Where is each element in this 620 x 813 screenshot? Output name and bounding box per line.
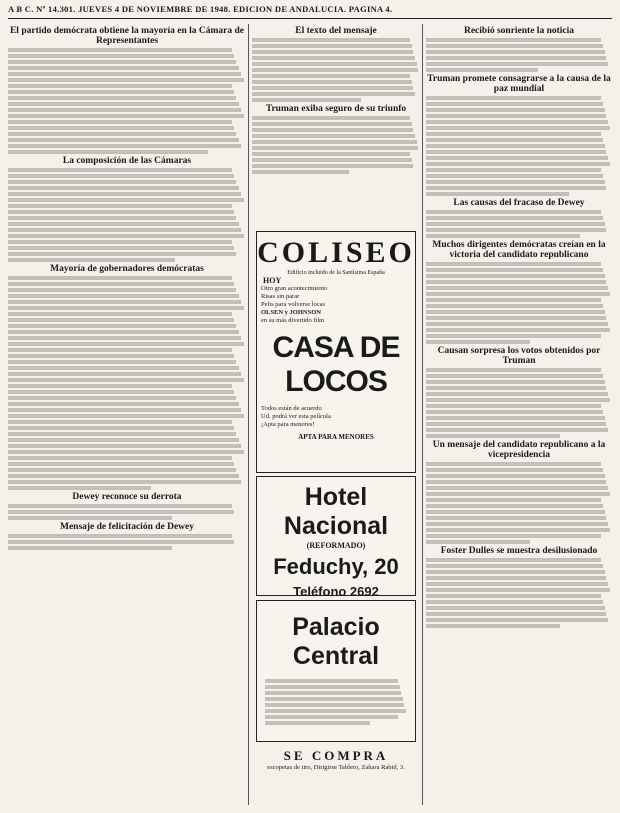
headline: El partido demócrata obtiene la mayoría en la Cámara de Representantes	[9, 26, 245, 46]
text-line	[8, 282, 234, 286]
text-line	[426, 516, 606, 520]
text-line	[426, 298, 601, 302]
text-line	[8, 168, 232, 172]
text-line	[426, 528, 610, 532]
text-line	[426, 492, 610, 496]
text-line	[8, 510, 234, 514]
text-line	[8, 462, 234, 466]
text-line	[8, 228, 241, 232]
text-line	[426, 328, 610, 332]
text-line	[8, 138, 239, 142]
text-line	[8, 540, 234, 544]
headline: Las causas del fracaso de Dewey	[453, 198, 585, 208]
text-line	[426, 120, 608, 124]
text-line	[426, 498, 601, 502]
text-line	[8, 186, 239, 190]
article-body	[8, 168, 246, 262]
headline: Foster Dulles se muestra desilusionado	[440, 546, 598, 556]
text-line	[426, 510, 605, 514]
text-line	[8, 120, 232, 124]
ad-line: Otro gran acontecimiento	[261, 285, 328, 292]
text-line	[252, 92, 415, 96]
text-line	[8, 438, 239, 442]
headline: El texto del mensaje	[295, 26, 377, 36]
text-line	[8, 96, 236, 100]
text-line	[8, 84, 232, 88]
text-line	[426, 380, 605, 384]
text-line	[252, 128, 413, 132]
text-line	[8, 192, 241, 196]
text-line	[426, 594, 601, 598]
ad-line: ¡Apta para menores!	[261, 421, 315, 428]
text-line	[8, 102, 239, 106]
text-line	[252, 152, 410, 156]
text-line	[426, 564, 603, 568]
article-body	[426, 210, 612, 238]
text-line	[8, 276, 232, 280]
hotel-note: (REFORMADO)	[306, 541, 366, 550]
text-line	[426, 138, 603, 142]
text-line	[8, 60, 236, 64]
text-line	[426, 286, 608, 290]
text-line	[426, 606, 605, 610]
text-line	[426, 96, 601, 100]
text-line	[252, 98, 361, 102]
text-line	[8, 252, 236, 256]
text-line	[265, 685, 400, 689]
text-line	[8, 330, 239, 334]
text-line	[8, 234, 244, 238]
text-line	[8, 402, 239, 406]
text-line	[426, 486, 608, 490]
text-line	[426, 334, 601, 338]
text-line	[8, 222, 239, 226]
text-line	[426, 144, 605, 148]
text-line	[252, 116, 410, 120]
headline: Truman promete consagrarse a la causa de la paz mundial	[427, 74, 611, 94]
text-line	[426, 374, 603, 378]
text-line	[426, 600, 603, 604]
text-line	[426, 234, 580, 238]
text-line	[426, 132, 601, 136]
column-divider	[422, 24, 423, 805]
text-line	[252, 86, 413, 90]
text-line	[426, 126, 610, 130]
text-line	[252, 56, 415, 60]
text-line	[265, 715, 398, 719]
ad-line: Todos están de acuerdo	[261, 405, 322, 412]
headline: Truman exiba seguro de su triunfo	[265, 104, 407, 114]
palacio-central-ad	[256, 600, 416, 742]
article-body	[252, 116, 420, 174]
column-left	[8, 24, 246, 807]
text-line	[426, 474, 605, 478]
text-line	[8, 312, 232, 316]
text-line	[426, 56, 606, 60]
text-line	[8, 198, 244, 202]
text-line	[426, 114, 606, 118]
text-line	[8, 474, 239, 478]
text-line	[8, 72, 241, 76]
text-line	[8, 456, 232, 460]
text-line	[252, 80, 412, 84]
text-line	[8, 396, 236, 400]
text-line	[8, 336, 241, 340]
text-line	[426, 44, 603, 48]
ad-line: OLSEN y JOHNSON	[261, 309, 321, 316]
article-body	[8, 534, 246, 550]
text-line	[8, 384, 232, 388]
text-line	[426, 504, 603, 508]
text-line	[426, 386, 606, 390]
text-line	[426, 210, 601, 214]
text-line	[265, 709, 406, 713]
text-line	[8, 468, 236, 472]
text-line	[8, 354, 234, 358]
text-line	[252, 146, 418, 150]
text-line	[252, 74, 410, 78]
text-line	[426, 38, 601, 42]
text-line	[252, 134, 415, 138]
text-line	[426, 280, 606, 284]
text-line	[426, 174, 603, 178]
text-line	[8, 444, 241, 448]
text-line	[426, 274, 605, 278]
text-line	[8, 300, 241, 304]
text-line	[8, 174, 234, 178]
text-line	[426, 180, 605, 184]
casa-de-locos-title: CASA DE LOCOS	[272, 331, 400, 398]
text-line	[8, 342, 244, 346]
article-body	[426, 96, 612, 196]
text-line	[8, 144, 241, 148]
text-line	[426, 322, 608, 326]
text-line	[8, 414, 244, 418]
text-line	[8, 210, 234, 214]
text-line	[8, 54, 234, 58]
text-line	[252, 140, 417, 144]
text-line	[8, 408, 241, 412]
text-line	[426, 534, 601, 538]
text-line	[252, 68, 418, 72]
article-body	[426, 462, 612, 544]
text-line	[265, 703, 404, 707]
text-line	[426, 310, 605, 314]
text-line	[252, 44, 412, 48]
text-line	[426, 216, 603, 220]
article-body	[252, 38, 420, 102]
coliseo-sub: Edificio incluido de la Santísima España	[287, 270, 385, 276]
text-line	[265, 697, 403, 701]
text-line	[426, 186, 606, 190]
text-line	[8, 366, 239, 370]
se-compra-sub: escopetas de tiro, Dirigirse Tablero, Zahara Rabid, 3.	[267, 764, 405, 771]
text-line	[426, 398, 610, 402]
article-body	[426, 262, 612, 344]
text-line	[426, 162, 610, 166]
text-line	[426, 156, 608, 160]
text-line	[8, 288, 236, 292]
text-line	[426, 416, 605, 420]
text-line	[8, 378, 244, 382]
article-body	[8, 276, 246, 490]
text-line	[8, 432, 236, 436]
headline: Dewey reconoce su derrota	[72, 492, 182, 502]
text-line	[252, 38, 410, 42]
text-line	[265, 679, 398, 683]
palacio-name: Palacio Central	[292, 613, 380, 670]
text-line	[8, 348, 232, 352]
headline: Muchos dirigentes demócratas creían en la victoria del candidato republicano	[432, 240, 606, 260]
text-line	[8, 240, 232, 244]
ad-line: Ud. podrá ver esta película	[261, 413, 331, 420]
text-line	[252, 164, 413, 168]
text-line	[8, 318, 234, 322]
text-line	[426, 292, 610, 296]
text-line	[8, 426, 234, 430]
coliseo-title: COLISEO	[257, 236, 415, 269]
headline: Mensaje de felicitación de Dewey	[59, 522, 195, 532]
text-line	[426, 102, 603, 106]
text-line	[8, 66, 239, 70]
text-line	[426, 316, 606, 320]
text-line	[8, 360, 236, 364]
ad-line: Pelis para volverse locas	[261, 301, 326, 308]
text-line	[8, 372, 241, 376]
text-line	[426, 434, 560, 438]
text-line	[8, 450, 244, 454]
se-compra-title: SE COMPRA	[283, 748, 389, 763]
text-line	[265, 691, 401, 695]
coliseo-hoy: HOY	[263, 276, 282, 285]
hotel-nacional-ad	[256, 476, 416, 599]
text-line	[426, 304, 603, 308]
text-line	[8, 204, 232, 208]
text-line	[426, 618, 608, 622]
headline: Causan sorpresa los votos obtenidos por Truman	[437, 346, 601, 366]
text-line	[426, 108, 605, 112]
text-line	[426, 150, 606, 154]
text-line	[252, 158, 412, 162]
text-line	[8, 534, 232, 538]
text-line	[426, 262, 601, 266]
text-line	[426, 168, 601, 172]
article-body	[426, 38, 612, 72]
text-line	[426, 480, 606, 484]
column-right	[426, 24, 612, 807]
headline: La composición de las Cámaras	[62, 156, 192, 166]
ad-line: en su más divertido film	[261, 317, 325, 324]
se-compra-ad	[256, 748, 416, 772]
text-line	[426, 558, 601, 562]
text-line	[426, 228, 606, 232]
text-line	[426, 570, 605, 574]
text-line	[8, 216, 236, 220]
text-line	[426, 340, 530, 344]
text-line	[252, 122, 412, 126]
text-line	[252, 62, 417, 66]
text-line	[426, 624, 560, 628]
text-line	[252, 170, 349, 174]
text-line	[8, 108, 241, 112]
text-line	[8, 504, 232, 508]
ad-body	[257, 671, 415, 725]
headline: Mayoría de gobernadores demócratas	[50, 264, 204, 274]
hotel-street: Feduchy, 20	[273, 554, 399, 579]
ad-tag: APTA PARA MENORES	[298, 433, 374, 441]
text-line	[8, 294, 239, 298]
text-line	[8, 390, 234, 394]
coliseo-ad	[256, 231, 416, 473]
text-line	[8, 546, 172, 550]
text-line	[426, 576, 606, 580]
text-line	[8, 420, 232, 424]
ad-line: Risas sin parar	[261, 293, 300, 300]
text-line	[426, 462, 601, 466]
text-line	[252, 50, 413, 54]
text-line	[426, 540, 530, 544]
text-line	[426, 582, 608, 586]
text-line	[8, 324, 236, 328]
text-line	[426, 522, 608, 526]
text-line	[426, 422, 606, 426]
text-line	[426, 588, 610, 592]
text-line	[8, 90, 234, 94]
text-line	[8, 486, 151, 490]
headline: Un mensaje del candidato republicano a la vicepresidencia	[432, 440, 606, 460]
text-line	[8, 150, 208, 154]
column-divider	[248, 24, 249, 805]
text-line	[426, 404, 601, 408]
text-line	[426, 410, 603, 414]
text-line	[8, 132, 236, 136]
text-line	[426, 612, 606, 616]
article-body	[8, 48, 246, 154]
text-line	[8, 126, 234, 130]
article-body	[426, 558, 612, 628]
text-line	[8, 48, 232, 52]
hotel-name: Hotel Nacional	[283, 483, 389, 540]
text-line	[8, 306, 244, 310]
article-body	[426, 368, 612, 438]
text-line	[8, 480, 241, 484]
text-line	[426, 192, 569, 196]
text-line	[426, 222, 605, 226]
text-line	[8, 114, 244, 118]
text-line	[426, 468, 603, 472]
text-line	[426, 68, 538, 72]
hotel-phone: Teléfono 2692	[293, 584, 379, 599]
text-line	[8, 78, 244, 82]
column-middle	[252, 24, 420, 807]
text-line	[426, 62, 608, 66]
text-line	[426, 368, 601, 372]
text-line	[265, 721, 370, 725]
text-line	[426, 268, 603, 272]
text-line	[426, 50, 605, 54]
page-header: A B C. Nº 14.301. JUEVES 4 DE NOVIEMBRE DE 1948. EDICION DE ANDALUCIA. PAGINA 4.	[8, 4, 612, 19]
text-line	[426, 392, 608, 396]
article-body	[8, 504, 246, 520]
text-line	[8, 258, 175, 262]
text-line	[8, 516, 172, 520]
headline: Recibió sonriente la noticia	[463, 26, 575, 36]
text-line	[8, 246, 234, 250]
text-line	[8, 180, 236, 184]
text-line	[426, 428, 608, 432]
